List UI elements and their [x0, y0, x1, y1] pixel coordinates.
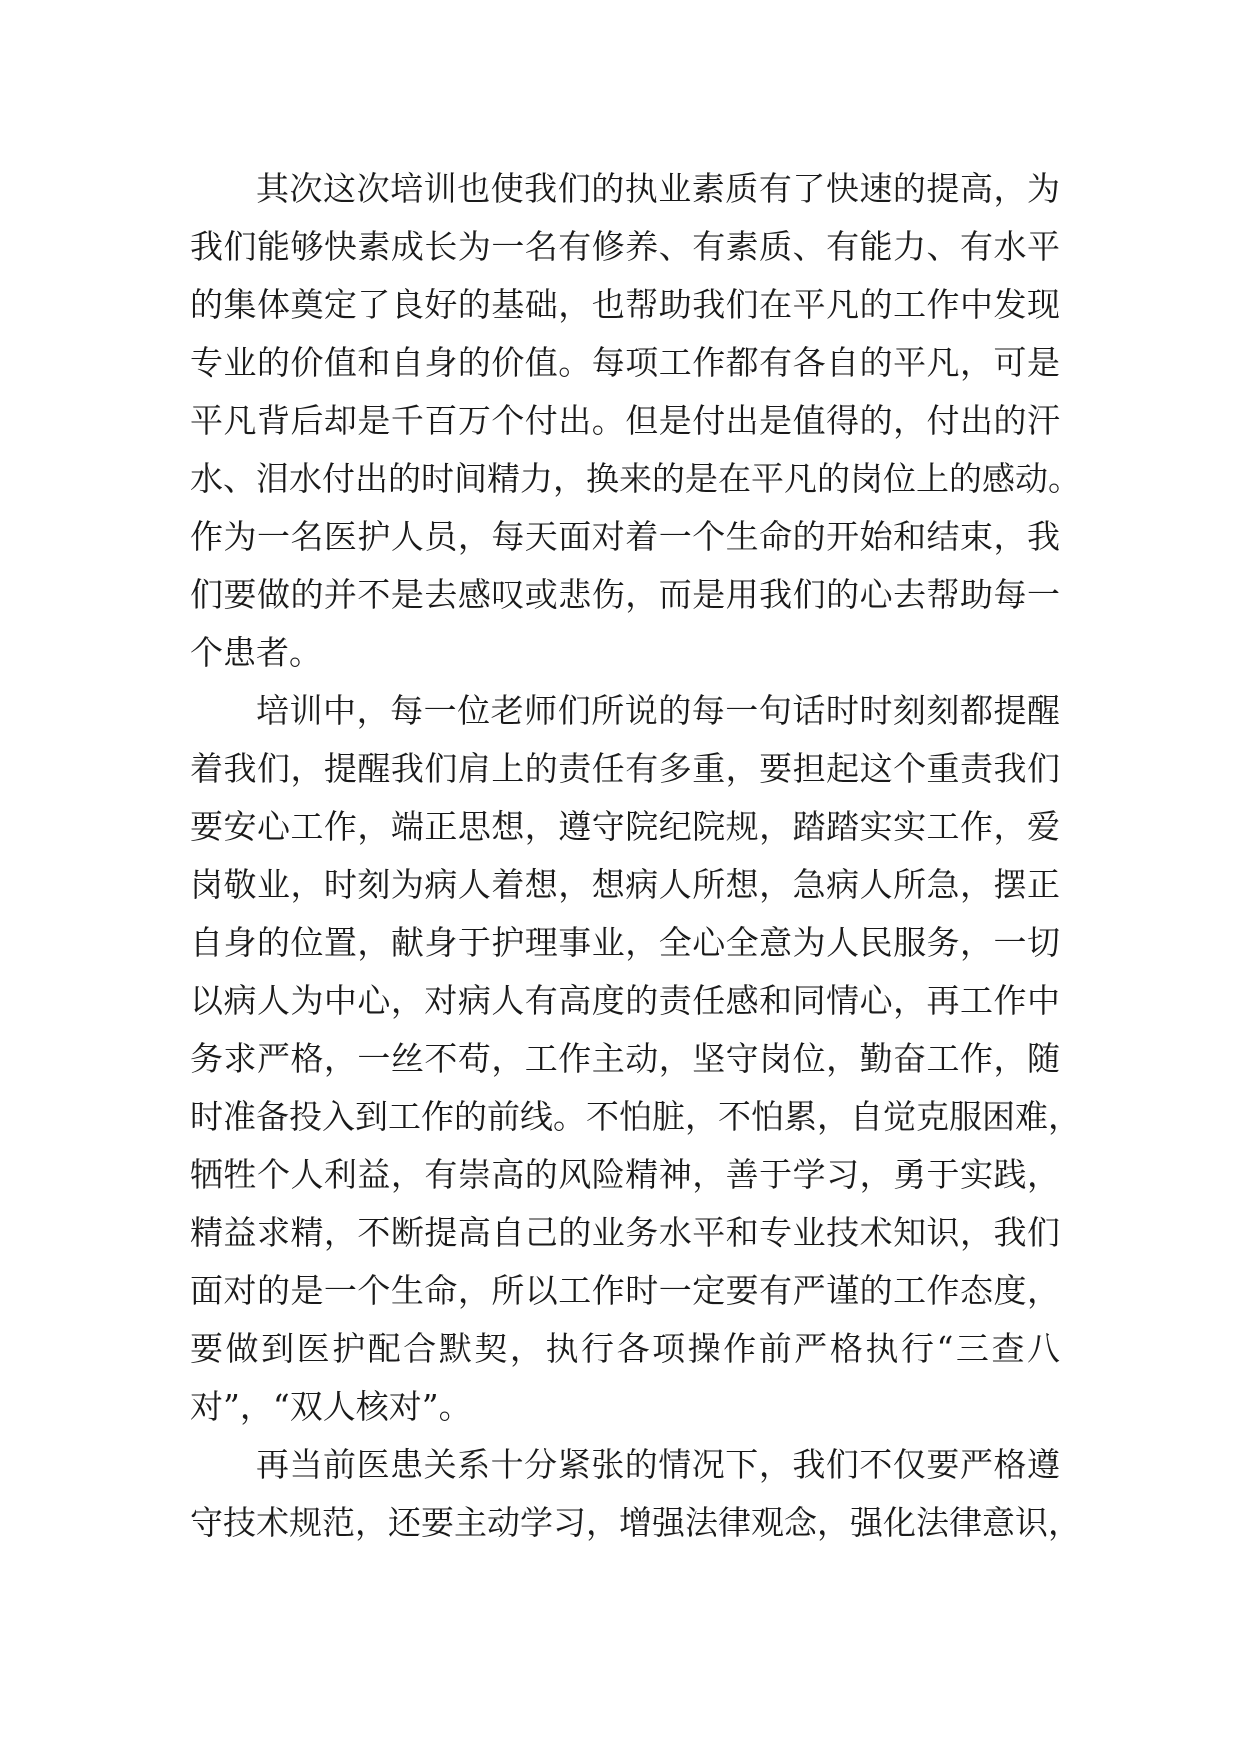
text-line: 个患者。	[190, 633, 322, 672]
text-line: 专业的价值和自身的价值。每项工作都有各自的平凡，可是	[190, 343, 1060, 382]
text-line: 的集体奠定了良好的基础，也帮助我们在平凡的工作中发现	[190, 285, 1060, 324]
text-line: 精益求精，不断提高自己的业务水平和专业技术知识，我们	[190, 1213, 1060, 1252]
text-line: 岗敬业，时刻为病人着想，想病人所想，急病人所急，摆正	[190, 865, 1060, 904]
text-line: 自身的位置，献身于护理事业，全心全意为人民服务，一切	[190, 923, 1060, 962]
text-line: 牺牲个人利益，有崇高的风险精神，善于学习，勇于实践，	[190, 1155, 1060, 1194]
paragraph-3	[190, 1436, 1081, 1552]
paragraph-1	[190, 160, 1081, 682]
text-line: 我们能够快素成长为一名有修养、有素质、有能力、有水平	[190, 227, 1060, 266]
text-line: 培训中，每一位老师们所说的每一句话时时刻刻都提醒	[256, 691, 1060, 730]
text-line: 务求严格，一丝不苟，工作主动，坚守岗位，勤奋工作，随	[190, 1039, 1060, 1078]
text-line: 再当前医患关系十分紧张的情况下，我们不仅要严格遵	[256, 1445, 1060, 1484]
text-line: 要做到医护配合默契，执行各项操作前严格执行“三查八	[190, 1329, 1060, 1368]
text-line: 以病人为中心，对病人有高度的责任感和同情心，再工作中	[190, 981, 1060, 1020]
paragraph-2	[190, 682, 1081, 1436]
text-line: 其次这次培训也使我们的执业素质有了快速的提高，为	[256, 169, 1060, 208]
text-line: 面对的是一个生命，所以工作时一定要有严谨的工作态度，	[190, 1271, 1060, 1310]
body-text	[190, 160, 1081, 1552]
text-line: 对”，“双人核对”。	[190, 1387, 472, 1426]
text-line: 时准备投入到工作的前线。不怕脏，不怕累，自觉克服困难，	[190, 1097, 1081, 1136]
text-line: 守技术规范，还要主动学习，增强法律观念，强化法律意识，	[190, 1503, 1081, 1542]
text-line: 作为一名医护人员，每天面对着一个生命的开始和结束，我	[190, 517, 1060, 556]
text-line: 着我们，提醒我们肩上的责任有多重，要担起这个重责我们	[190, 749, 1060, 788]
text-line: 要安心工作，端正思想，遵守院纪院规，踏踏实实工作，爱	[190, 807, 1060, 846]
text-line: 平凡背后却是千百万个付出。但是付出是值得的，付出的汗	[190, 401, 1060, 440]
text-line: 水、泪水付出的时间精力，换来的是在平凡的岗位上的感动。	[190, 459, 1081, 498]
text-line: 们要做的并不是去感叹或悲伤，而是用我们的心去帮助每一	[190, 575, 1060, 614]
